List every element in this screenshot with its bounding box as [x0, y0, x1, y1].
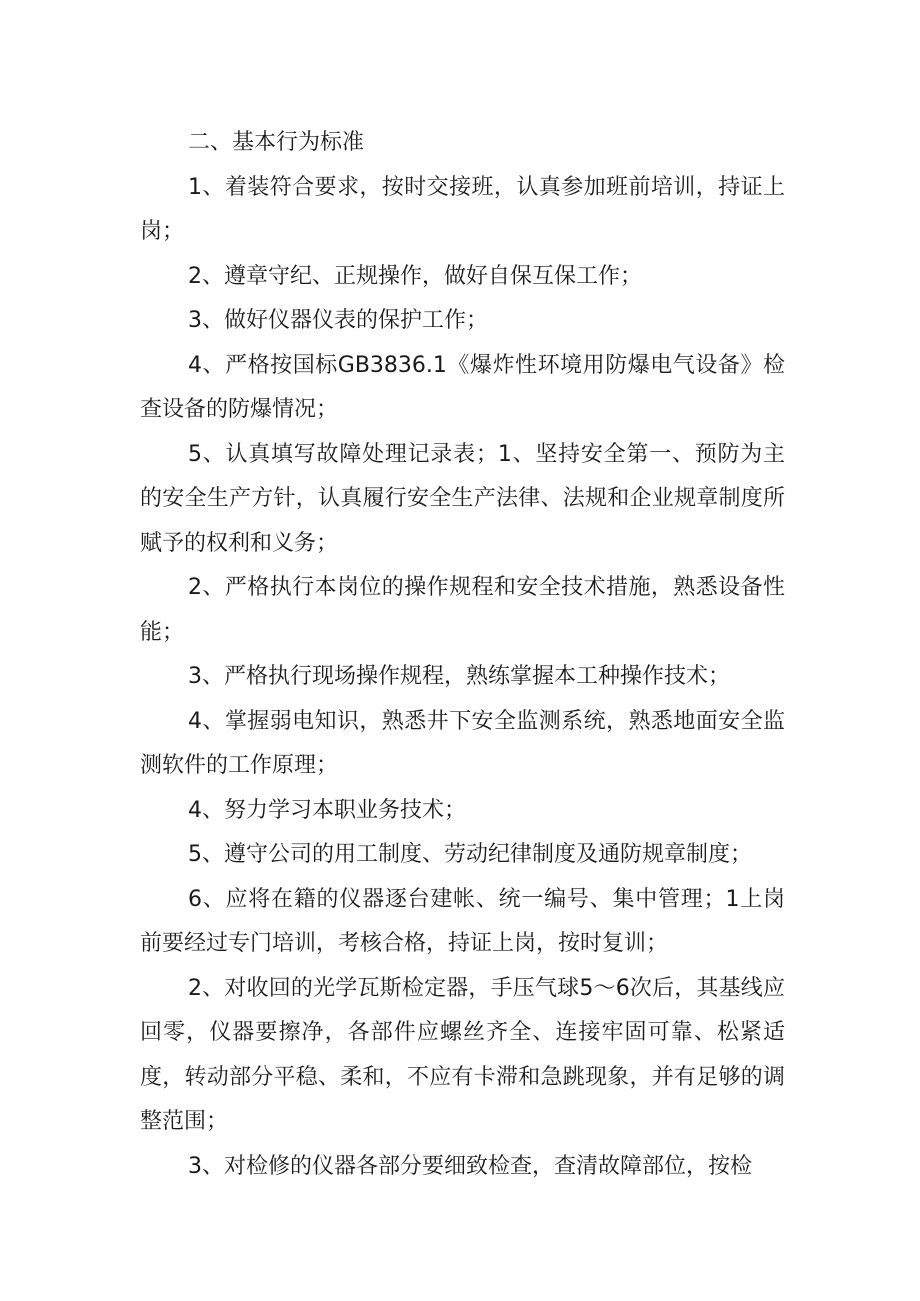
paragraph: 4、掌握弱电知识，熟悉井下安全监测系统，熟悉地面安全监测软件的工作原理； [140, 708, 785, 778]
paragraph: 4、严格按国标GB3836.1《爆炸性环境用防爆电气设备》检查设备的防爆情况； [140, 352, 785, 422]
paragraph: 2、对收回的光学瓦斯检定器，手压气球5～6次后，其基线应回零，仪器要擦净，各部件应螺丝齐全、连接牢固可靠、松紧适度，转动部分平稳、柔和，不应有卡滞和急跳现象，并有足够的调整范围； [140, 975, 785, 1134]
document-body [140, 121, 785, 1189]
paragraph: 3、严格执行现场操作规程，熟练掌握本工种操作技术； [188, 664, 730, 689]
paragraph: 4、努力学习本职业务技术； [188, 797, 466, 823]
section-heading: 二、基本行为标准 [188, 130, 365, 155]
paragraph: 2、严格执行本岗位的操作规程和安全技术措施，熟悉设备性能； [140, 575, 785, 645]
paragraph: 1、着装符合要求，按时交接班，认真参加班前培训，持证上岗； [140, 174, 785, 244]
paragraph: 5、认真填写故障处理记录表；1、坚持安全第一、预防为主的安全生产方针，认真履行安全生产法律、法规和企业规章制度所赋予的权利和义务； [140, 441, 785, 556]
paragraph: 3、对检修的仪器各部分要细致检查，查清故障部位，按检 [188, 1153, 752, 1179]
paragraph: 6、应将在籍的仪器逐台建帐、统一编号、集中管理；1上岗前要经过专门培训，考核合格，持证上岗，按时复训； [140, 886, 785, 956]
paragraph: 2、遵章守纪、正规操作，做好自保互保工作； [188, 263, 642, 289]
paragraph: 5、遵守公司的用工制度、劳动纪律制度及通防规章制度； [188, 842, 752, 867]
paragraph: 3、做好仪器仪表的保护工作； [188, 308, 488, 333]
